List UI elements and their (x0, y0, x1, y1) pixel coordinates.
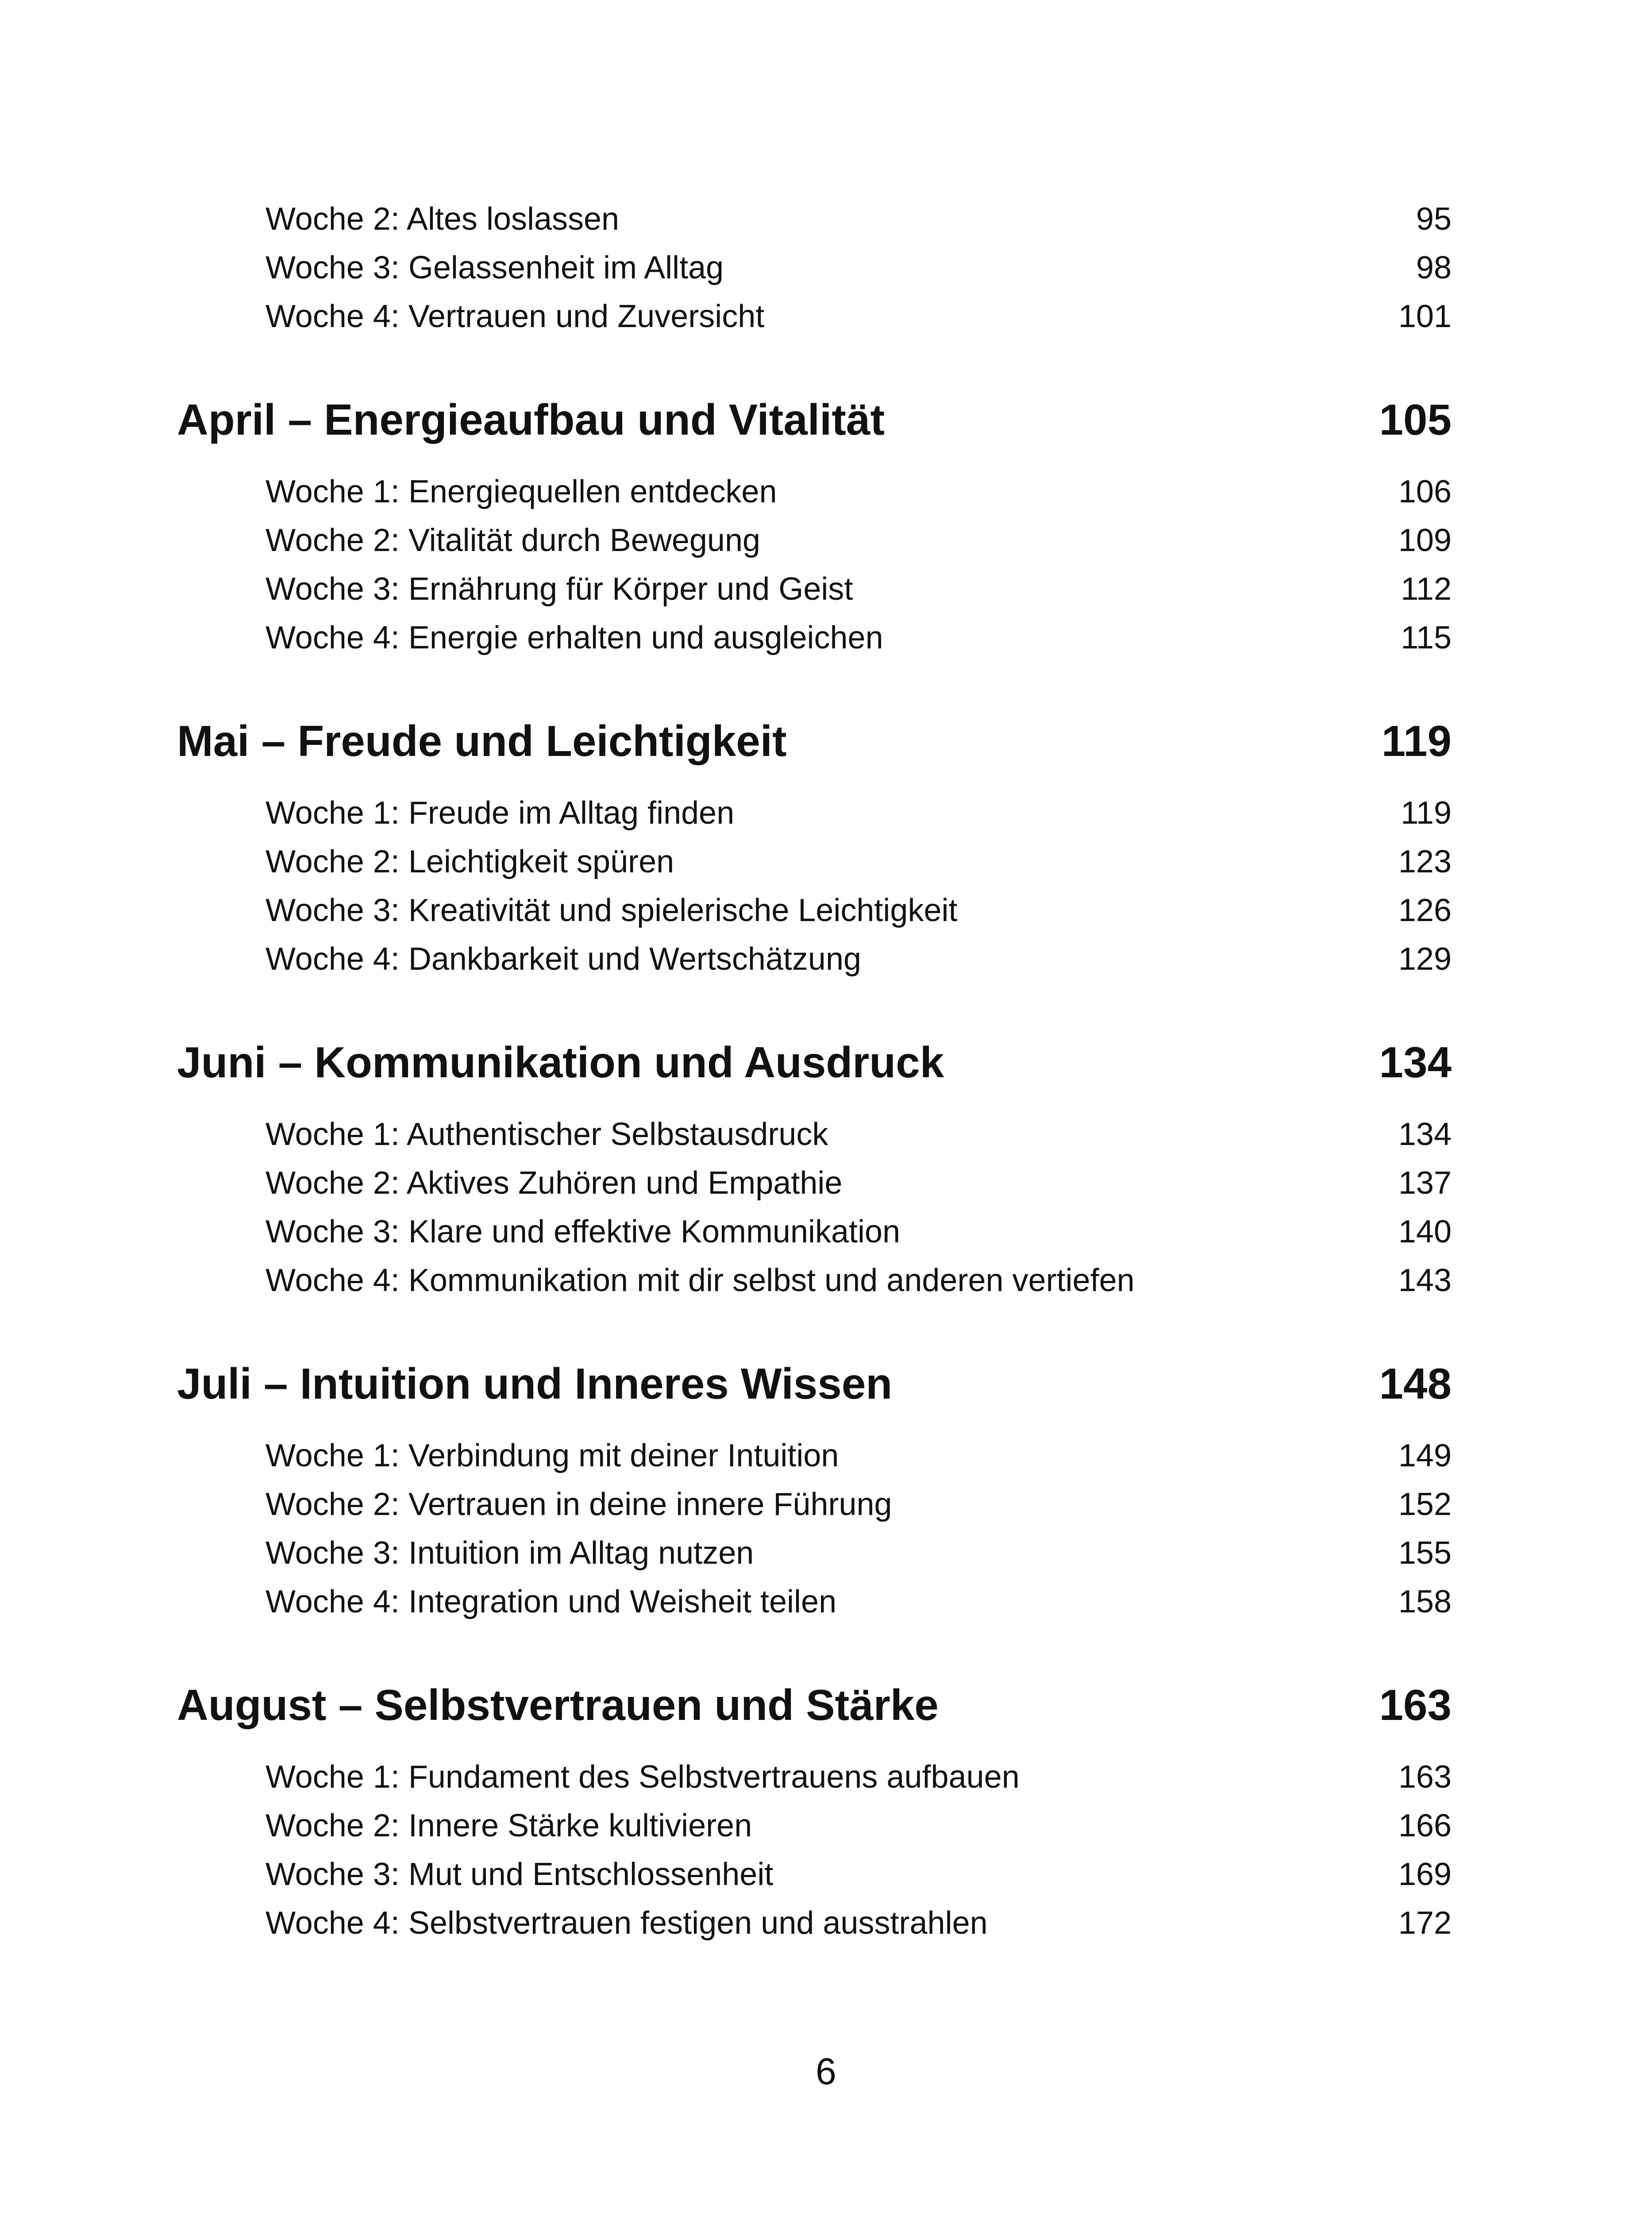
toc-entry-title: Woche 2: Aktives Zuhören und Empathie (266, 1165, 843, 1201)
toc-entry (177, 1577, 1452, 1626)
toc-entry (177, 467, 1452, 516)
toc-entry (177, 516, 1452, 565)
toc-entry (177, 1899, 1452, 1947)
toc-entry (177, 1801, 1452, 1850)
toc-entry (177, 565, 1452, 613)
toc-entry (177, 1480, 1452, 1529)
toc-entry-title: Woche 4: Vertrauen und Zuversicht (266, 299, 765, 334)
toc-entry-title: Woche 2: Vertrauen in deine innere Führung (266, 1487, 892, 1522)
toc-entry-page: 126 (1398, 893, 1452, 928)
toc-entry-page: 152 (1398, 1487, 1452, 1522)
toc-entry (177, 1431, 1452, 1480)
section-heading (177, 714, 1452, 767)
toc-entry-page: 112 (1401, 571, 1452, 607)
toc-entry (177, 613, 1452, 662)
section-page: 105 (1379, 395, 1452, 444)
toc-entry-page: 119 (1401, 795, 1452, 831)
toc-entry-page: 155 (1398, 1535, 1452, 1571)
toc-entry-title: Woche 4: Dankbarkeit und Wertschätzung (266, 941, 862, 977)
section-heading (177, 1036, 1452, 1089)
section-title: Juli – Intuition und Inneres Wissen (177, 1359, 893, 1408)
intro-entries (177, 195, 1452, 341)
section-title: April – Energieaufbau und Vitalität (177, 395, 885, 444)
toc-entry-title: Woche 1: Verbindung mit deiner Intuition (266, 1438, 839, 1473)
toc-entry-page: 169 (1398, 1857, 1452, 1892)
toc-entry (177, 886, 1452, 935)
toc-section-juli (177, 1357, 1452, 1626)
toc-section-april (177, 393, 1452, 662)
toc-entry-page: 172 (1398, 1905, 1452, 1941)
toc-entry (177, 837, 1452, 886)
section-title: Mai – Freude und Leichtigkeit (177, 717, 787, 765)
toc-entry (177, 789, 1452, 837)
toc-entry-page: 101 (1398, 299, 1452, 334)
toc-entry-title: Woche 1: Authentischer Selbstausdruck (266, 1117, 828, 1152)
toc-entry-page: 109 (1398, 523, 1452, 558)
section-page: 148 (1379, 1359, 1452, 1408)
toc-entry-page: 158 (1398, 1584, 1452, 1619)
section-page: 163 (1379, 1681, 1452, 1729)
toc-entry-page: 140 (1398, 1214, 1452, 1249)
toc-entry-title: Woche 2: Vitalität durch Bewegung (266, 523, 761, 558)
toc-entry-title: Woche 3: Kreativität und spielerische Leichtigkeit (266, 893, 958, 928)
table-of-contents (177, 195, 1452, 1947)
toc-entry-page: 163 (1398, 1759, 1452, 1795)
toc-entry-title: Woche 2: Innere Stärke kultivieren (266, 1808, 752, 1843)
toc-entry (177, 195, 1452, 243)
toc-entry-page: 137 (1398, 1165, 1452, 1201)
toc-entry-page: 149 (1398, 1438, 1452, 1473)
toc-entry-title: Woche 1: Freude im Alltag finden (266, 795, 735, 831)
toc-entry-page: 143 (1398, 1263, 1452, 1298)
toc-entry-page: 115 (1401, 620, 1452, 655)
toc-entry (177, 1159, 1452, 1207)
toc-entry-title: Woche 2: Altes loslassen (266, 201, 620, 237)
toc-entry-page: 106 (1398, 474, 1452, 509)
toc-entry (177, 1850, 1452, 1899)
toc-entry-title: Woche 2: Leichtigkeit spüren (266, 844, 674, 879)
toc-entry-title: Woche 3: Mut und Entschlossenheit (266, 1857, 774, 1892)
toc-entry (177, 1256, 1452, 1305)
page-number: 6 (816, 2051, 836, 2092)
toc-entry (177, 292, 1452, 341)
toc-entry-title: Woche 3: Gelassenheit im Alltag (266, 250, 724, 285)
toc-entry (177, 1529, 1452, 1577)
section-heading (177, 393, 1452, 446)
toc-section-mai (177, 714, 1452, 983)
toc-entry-page: 123 (1398, 844, 1452, 879)
toc-entry-page: 134 (1398, 1117, 1452, 1152)
toc-entry-page: 129 (1398, 941, 1452, 977)
toc-entry-title: Woche 4: Energie erhalten und ausgleichen (266, 620, 883, 655)
toc-entry-title: Woche 3: Ernährung für Körper und Geist (266, 571, 853, 607)
toc-entry-page: 166 (1398, 1808, 1452, 1843)
toc-entry (177, 243, 1452, 292)
section-heading (177, 1357, 1452, 1410)
toc-entry-title: Woche 3: Intuition im Alltag nutzen (266, 1535, 754, 1571)
section-page: 134 (1379, 1038, 1452, 1087)
section-page: 119 (1381, 717, 1452, 765)
toc-section-august (177, 1678, 1452, 1947)
toc-entry-page: 95 (1416, 201, 1452, 237)
toc-entry (177, 1207, 1452, 1256)
toc-entry-title: Woche 4: Integration und Weisheit teilen (266, 1584, 837, 1619)
toc-section-juni (177, 1036, 1452, 1305)
toc-entry (177, 1110, 1452, 1159)
section-title: Juni – Kommunikation und Ausdruck (177, 1038, 944, 1087)
toc-entry-title: Woche 3: Klare und effektive Kommunikation (266, 1214, 901, 1249)
toc-entry-page: 98 (1416, 250, 1452, 285)
section-heading (177, 1678, 1452, 1731)
section-title: August – Selbstvertrauen und Stärke (177, 1681, 939, 1729)
toc-entry-title: Woche 1: Fundament des Selbstvertrauens aufbauen (266, 1759, 1020, 1795)
toc-entry-title: Woche 1: Energiequellen entdecken (266, 474, 777, 509)
toc-entry-title: Woche 4: Selbstvertrauen festigen und ausstrahlen (266, 1905, 988, 1941)
toc-entry-title: Woche 4: Kommunikation mit dir selbst und anderen vertiefen (266, 1263, 1135, 1298)
toc-entry (177, 1753, 1452, 1801)
toc-entry (177, 935, 1452, 983)
